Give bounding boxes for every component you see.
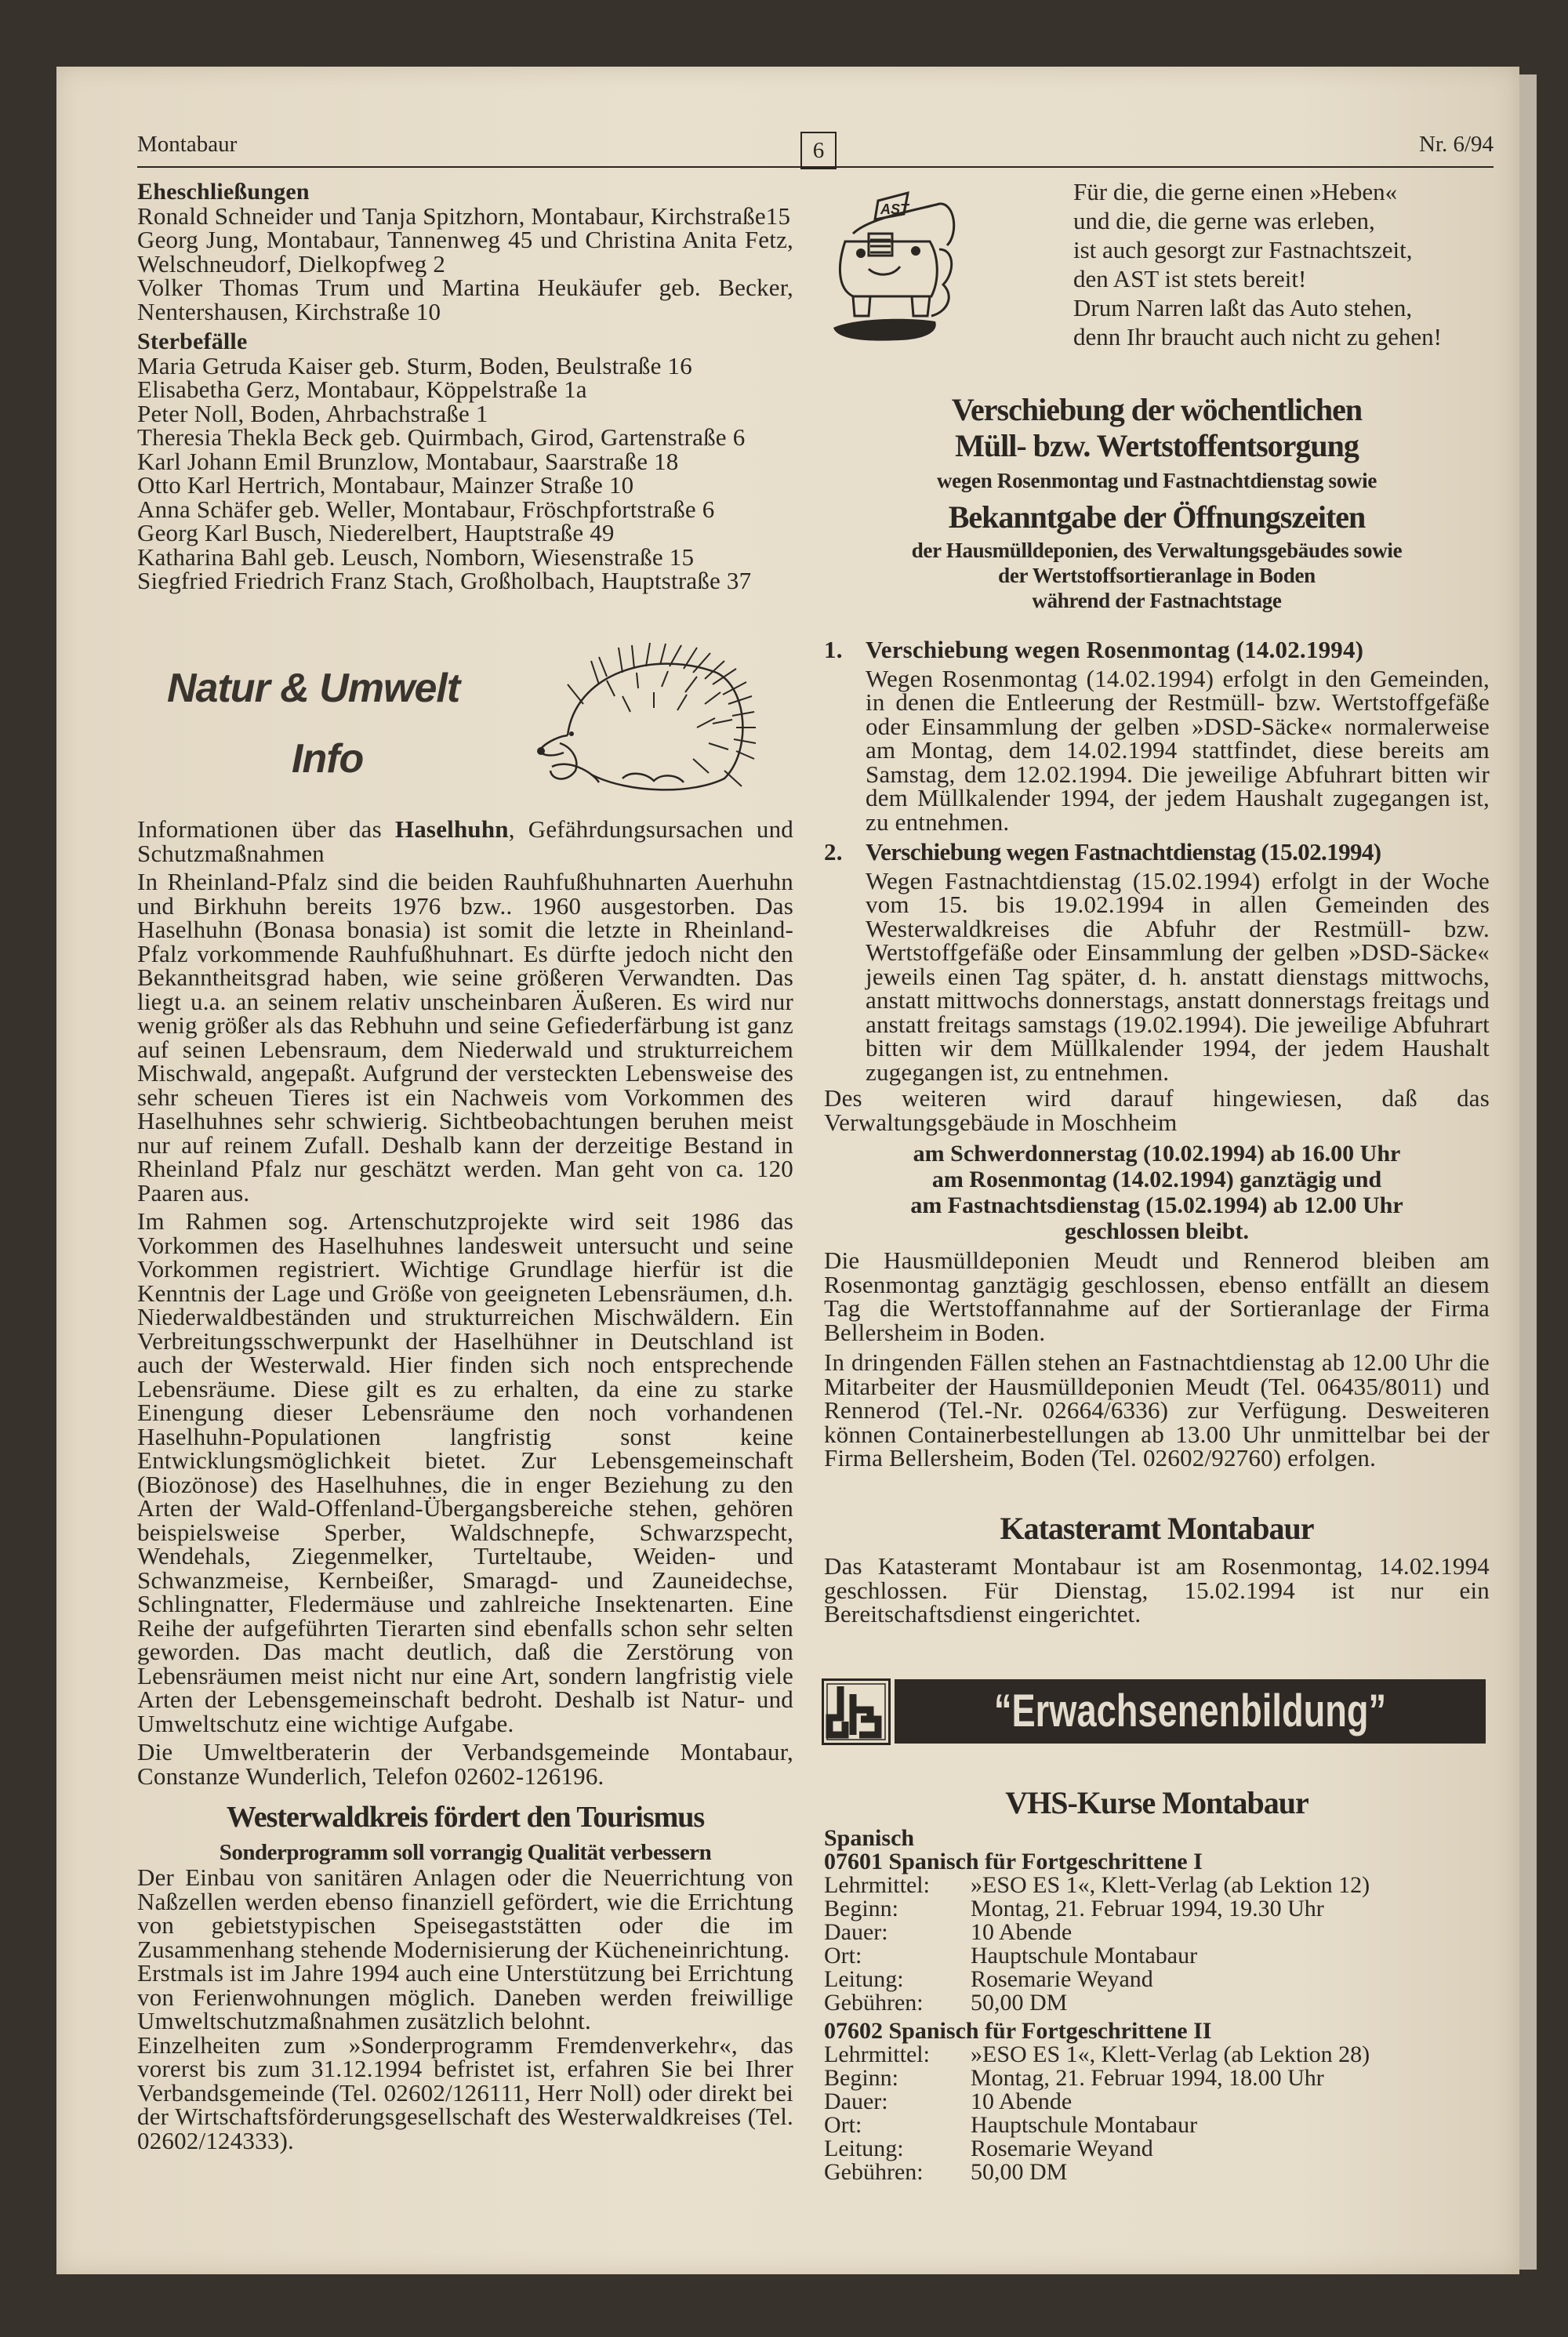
- muell-subtitle: wegen Rosenmontag und Fastnachtdienstag sowie: [936, 469, 1377, 492]
- westerwald-title: Westerwaldkreis fördert den Tourismus: [226, 1801, 705, 1834]
- death-entry: Maria Getruda Kaiser geb. Sturm, Boden, Beulstraße 16: [137, 351, 692, 379]
- deaths-heading: Sterbefälle: [137, 328, 248, 354]
- course-row: [824, 2161, 1490, 2184]
- row-label: Lehrmittel:: [824, 1872, 930, 1898]
- row-value: 50,00 DM: [971, 2159, 1068, 2185]
- row-label: Leitung:: [824, 1966, 904, 1992]
- row-value: 10 Abende: [971, 1919, 1073, 1945]
- death-entry: Theresia Thekla Beck geb. Quirmbach, Girod, Gartenstraße 6: [137, 423, 746, 451]
- vhs-title: VHS-Kurse Montabaur: [1005, 1785, 1308, 1820]
- vhs-language: Spanisch: [824, 1825, 915, 1851]
- closing-line: geschlossen bleibt.: [1064, 1218, 1250, 1244]
- muell-items: [824, 638, 1490, 1090]
- header-rule: [137, 166, 1494, 168]
- row-value: 50,00 DM: [971, 1990, 1068, 2016]
- row-label: Dauer:: [824, 1919, 888, 1945]
- muell-subtitle2-line: der Hausmülldeponien, des Verwaltungsgebäudes sowie: [911, 539, 1403, 562]
- row-value: Rosemarie Weyand: [971, 2136, 1153, 2161]
- course-row: [824, 2114, 1490, 2137]
- banner-title: “Erwachsenenbildung”: [993, 1686, 1387, 1736]
- item-number: 2.: [824, 838, 843, 865]
- poem-line: Drum Narren laßt das Auto stehen,: [1073, 294, 1413, 321]
- muell-subtitle2-line: der Wertstoffsortieranlage in Boden: [998, 564, 1316, 587]
- row-label: Leitung:: [824, 2136, 904, 2161]
- row-value: 10 Abende: [971, 2088, 1073, 2114]
- course-row: [824, 1991, 1490, 2015]
- poem-line: ist auch gesorgt zur Fastnachtszeit,: [1073, 236, 1413, 263]
- death-entry: Georg Karl Busch, Niederelbert, Hauptstraße 49: [137, 519, 615, 546]
- row-label: Ort:: [824, 1943, 862, 1969]
- course-row: [824, 1968, 1490, 1991]
- hedgehog-illustration: [536, 641, 756, 802]
- ast-logo-text: AST: [880, 201, 909, 217]
- muell-note: Des weiteren wird darauf hingewiesen, daß das Verwaltungsgebäude in Moschheim: [824, 1084, 1490, 1136]
- course-row: [824, 1874, 1490, 1897]
- course-row: [824, 1921, 1490, 1944]
- muell-title-line: Verschiebung der wöchentlichen: [951, 392, 1363, 427]
- marriage-entry: Ronald Schneider und Tanja Spitzhorn, Montabaur, Kirchstraße15: [137, 201, 791, 230]
- vhs-courses: [824, 1827, 1490, 2184]
- poem-line: Für die, die gerne einen »Heben«: [1073, 178, 1398, 205]
- course-row: [824, 2137, 1490, 2161]
- row-label: Gebühren:: [824, 1990, 924, 2016]
- row-label: Gebühren:: [824, 2159, 924, 2185]
- marriages-heading: Eheschließungen: [137, 179, 310, 205]
- row-label: Ort:: [824, 2112, 862, 2138]
- kataster-title: Katasteramt Montabaur: [1000, 1511, 1314, 1546]
- natur-umwelt-title: Natur & Umwelt: [167, 666, 460, 711]
- course-title: 07601 Spanisch für Fortgeschrittene I: [824, 1849, 1203, 1874]
- civil-registry: [137, 180, 793, 593]
- row-value: Montag, 21. Februar 1994, 18.00 Uhr: [971, 2065, 1324, 2091]
- poem-line: denn Ihr braucht auch nicht zu gehen!: [1073, 323, 1442, 350]
- haselhuhn-contact: Die Umweltberaterin der Verbandsgemeinde Montabaur, Constanze Wunderlich, Telefon 02602-126196.: [137, 1738, 793, 1790]
- row-value: Rosemarie Weyand: [971, 1966, 1153, 1992]
- course-row: [824, 2043, 1490, 2067]
- muell-subtitle2-line: während der Fastnachtstage: [1032, 589, 1282, 612]
- item-body: Wegen Fastnachtdienstag (15.02.1994) erfolgt in der Woche vom 15. bis 19.02.1994 in allen Gemeinden des Westerwaldkreises die Abfuhr der Restmüll- bzw. Wertstoffgefäße oder Einsammlung der gelben »DSD-Säcke« jeweils einen Tag später, d. h. anstatt dienstags mittwochs, anstatt mittwochs donnerstags, anstatt donnerstags freitags und anstatt freitags samstags (19.02.1994). Die jeweilige Abfuhrart bitten wir dem Müllkalender 1994, der jedem Haushalt zugegangen ist, zu entnehmen.: [866, 866, 1490, 1086]
- row-value: Montag, 21. Februar 1994, 19.30 Uhr: [971, 1896, 1324, 1921]
- death-entry: Elisabetha Gerz, Montabaur, Köppelstraße 1a: [137, 376, 587, 403]
- westerwald-paragraph: Einzelheiten zum »Sonderprogramm Fremdenverkehr«, das vorerst bis zum 31.12.1994 befristet ist, erfahren Sie bei Ihrer Verbandsgemeinde (Tel. 02602/126111, Herr Noll) oder direkt bei der Wirtschaftsförderungsgesellschaft des Westerwaldkreises (Tel. 02602/124333).: [137, 2030, 793, 2154]
- death-entry: Otto Karl Hertrich, Montabaur, Mainzer Straße 10: [137, 471, 634, 499]
- header-issue: Nr. 6/94: [1418, 132, 1494, 157]
- erwachsenenbildung-banner: [895, 1679, 1486, 1744]
- death-entry: Katharina Bahl geb. Leusch, Nomborn, Wiesenstraße 15: [137, 543, 695, 571]
- ast-poem: [1073, 177, 1442, 351]
- muell-headline: [824, 392, 1490, 613]
- death-entry: Anna Schäfer geb. Weller, Montabaur, Fröschpfortstraße 6: [137, 495, 715, 523]
- haselhuhn-intro-post: , Gefährdungsursachen und Schutzmaßnahmen: [137, 815, 793, 867]
- row-value: Hauptschule Montabaur: [971, 2112, 1198, 2138]
- course-row: [824, 2067, 1490, 2090]
- marriage-entry: Georg Jung, Montabaur, Tannenweg 45 und Christina Anita Fetz, Welschneudorf, Dielkopfweg 2: [137, 226, 793, 278]
- natur-umwelt-info: Info: [292, 736, 364, 782]
- ast-taxi-illustration: [829, 179, 1018, 347]
- deponien-paragraph: Die Hausmülldeponien Meudt und Rennerod bleiben am Rosenmontag ganztägig geschlossen, ebenso entfällt an diesem Tag die Wertstoffannahme auf der Sortieranlage der Firma Bellersheim in Boden.: [824, 1247, 1490, 1346]
- item-number: 1.: [824, 636, 843, 663]
- closing-line: am Schwerdonnerstag (10.02.1994) ab 16.00 Uhr: [913, 1141, 1401, 1167]
- row-value: »ESO ES 1«, Klett-Verlag (ab Lektion 28): [971, 2041, 1370, 2067]
- westerwald-paragraph: Erstmals ist im Jahre 1994 auch eine Unterstützung bei Errichtung von Ferienwohnungen möglich. Daneben werden freiwillige Umweltschutzmaßnahmen zusätzlich belohnt.: [137, 1959, 793, 2034]
- closing-times: [824, 1141, 1490, 1244]
- death-entry: Peter Noll, Boden, Ahrbachstraße 1: [137, 399, 488, 427]
- item-body: Wegen Rosenmontag (14.02.1994) erfolgt in den Gemeinden, in denen die Entleerung der Restmüll- bzw. Wertstoffgefäße oder Einsammlung der gelben »DSD-Säcke« normalerweise am Montag, dem 14.02.1994 stattfindet, diese bereits am Samstag, dem 12.02.1994. Die jeweilige Abfuhrart bitten wir dem Müllkalender 1994, der jedem Haushalt zugegangen ist, zu entnehmen.: [866, 664, 1490, 836]
- muell-item: [824, 840, 1490, 1084]
- westerwald-article: [137, 1800, 793, 2153]
- muell-title-line: Müll- bzw. Wertstoffentsorgung: [955, 428, 1359, 463]
- haselhuhn-intro-bold: Haselhuhn: [394, 815, 509, 843]
- haselhuhn-paragraph: Im Rahmen sog. Artenschutzprojekte wird seit 1986 das Vorkommen des Haselhuhnes landesweit untersucht und seine Vorkommen registriert. Wichtige Grundlage hierfür ist die Kenntnis der Lage und Größe von geeigneten Lebensräumen, d.h. Niederwaldbeständen und strukturreichen Mischwäldern. Ein Verbreitungsschwerpunkt der Haselhühner in Deutschland ist auch der Westerwald. Hier finden sich noch entsprechende Lebensräume. Diese gilt es zu erhalten, da eine zu starke Einengung dieser Lebensräume den noch vorhandenen Haselhuhn-Populationen langfristig sonst keine Entwicklungsmöglichkeit bietet. Zur Lebensgemeinschaft (Biozönose) des Haselhuhnes, die in enger Beziehung zu den Arten der Wald-Offenland-Übergangsbereiche stehen, gehören beispielsweise Sperber, Waldschnepfe, Schwarzspecht, Wendehals, Ziegenmelker, Turteltaube, Weiden- und Schwanzmeise, Kernbeißer, Smaragd- und Zauneidechse, Schlingnatter, Fledermäuse und zahlreiche Insektenarten. Eine Reihe der aufgeführten Tierarten sind ebenfalls schon sehr selten geworden. Das macht deutlich, daß die Zerstörung von Lebensräumen meist nicht nur eine Art, sondern langfristig viele Arten der Lebensgemeinschaft bedroht. Deshalb ist Natur- und Umweltschutz eine wichtige Aufgabe.: [137, 1207, 793, 1737]
- closing-line: am Fastnachtsdienstag (15.02.1994) ab 12.00 Uhr: [910, 1192, 1403, 1218]
- haselhuhn-intro-pre: Informationen über das: [137, 815, 395, 843]
- course-row: [824, 1897, 1490, 1921]
- row-value: »ESO ES 1«, Klett-Verlag (ab Lektion 12): [971, 1872, 1370, 1898]
- row-label: Dauer:: [824, 2088, 888, 2114]
- item-heading: Verschiebung wegen Rosenmontag (14.02.1994): [866, 636, 1364, 663]
- row-label: Beginn:: [824, 1896, 898, 1921]
- course-row: [824, 1944, 1490, 1968]
- death-entry: Karl Johann Emil Brunzlow, Montabaur, Saarstraße 18: [137, 447, 679, 475]
- dringend-paragraph: In dringenden Fällen stehen an Fastnachtdienstag ab 12.00 Uhr die Mitarbeiter der Hausmülldeponien Meudt (Tel. 06435/8011) und Rennerod (Tel.-Nr. 02664/6336) zur Verfügung. Desweiteren können Containerbestellungen ab 13.00 Uhr unmittelbar bei der Firma Bellersheim, Boden (Tel. 02602/92760) erfolgen.: [824, 1348, 1490, 1472]
- muell-item: [824, 638, 1490, 834]
- marriage-entry: Volker Thomas Trum und Martina Heukäufer geb. Becker, Nentershausen, Kirchstraße 10: [137, 274, 793, 325]
- item-heading: Verschiebung wegen Fastnachtdienstag (15.02.1994): [866, 838, 1381, 865]
- kataster-body: Das Katasteramt Montabaur ist am Rosenmontag, 14.02.1994 geschlossen. Für Dienstag, 15.02.1994 ist nur ein Bereitschaftsdienst eingerichtet.: [824, 1552, 1490, 1628]
- page-number: 6: [800, 132, 837, 169]
- westerwald-subtitle: Sonderprogramm soll vorrangig Qualität verbessern: [219, 1840, 712, 1865]
- row-value: Hauptschule Montabaur: [971, 1943, 1198, 1969]
- death-entry: Siegfried Friedrich Franz Stach, Großholbach, Hauptstraße 37: [137, 567, 752, 594]
- poem-line: und die, die gerne was erleben,: [1073, 207, 1375, 234]
- course-row: [824, 2090, 1490, 2114]
- header-town: Montabaur: [137, 132, 238, 157]
- haselhuhn-paragraph: In Rheinland-Pfalz sind die beiden Rauhfußhuhnarten Auerhuhn und Birkhuhn bereits 1976 bzw.. 1960 ausgestorben. Das Haselhuhn (Bonasa bonasia) ist somit die letzte in Rheinland-Pfalz vorkommende Rauhfußhuhnart. Es dürfte jedoch nicht den Bekanntheitsgrad haben, wie seine größeren Verwandten. Das liegt u.a. an seinem relativ unscheinbaren Äußeren. Es wird nur wenig größer als das Rebhuhn und seine Gefiederfärbung ist ganz auf seinen Lebensraum, dem Niederwald und strukturreichem Mischwald, angepaßt. Aufgrund der versteckten Lebensweise des sehr scheuen Tieres ist ein Nachweis vom Vorkommen des Haselhuhnes sehr schwierig. Sichtbeobachtungen beruhen meist nur auf reinem Zufall. Deshalb kann der derzeitige Bestand in Rheinland Pfalz nur geschätzt werden. Man geht von ca. 120 Paaren aus.: [137, 868, 793, 1207]
- page-edge: [1519, 74, 1537, 2270]
- vhs-logo: [822, 1678, 891, 1745]
- haselhuhn-article: [137, 815, 793, 1793]
- westerwald-paragraph: Der Einbau von sanitären Anlagen oder die Neuerrichtung von Naßzellen werden ebenso finanziell gefördert, wie die Errichtung von gebietstypischen Speisegaststätten oder die im Zusammenhang stehende Modernisierung der Kücheneinrichtung.: [137, 1863, 793, 1963]
- row-label: Lehrmittel:: [824, 2041, 930, 2067]
- row-label: Beginn:: [824, 2065, 898, 2091]
- closing-line: am Rosenmontag (14.02.1994) ganztägig und: [931, 1167, 1382, 1192]
- muell-title2: Bekanntgabe der Öffnungszeiten: [948, 499, 1366, 535]
- course-title: 07602 Spanisch für Fortgeschrittene II: [824, 2018, 1212, 2044]
- poem-line: den AST ist stets bereit!: [1073, 265, 1307, 292]
